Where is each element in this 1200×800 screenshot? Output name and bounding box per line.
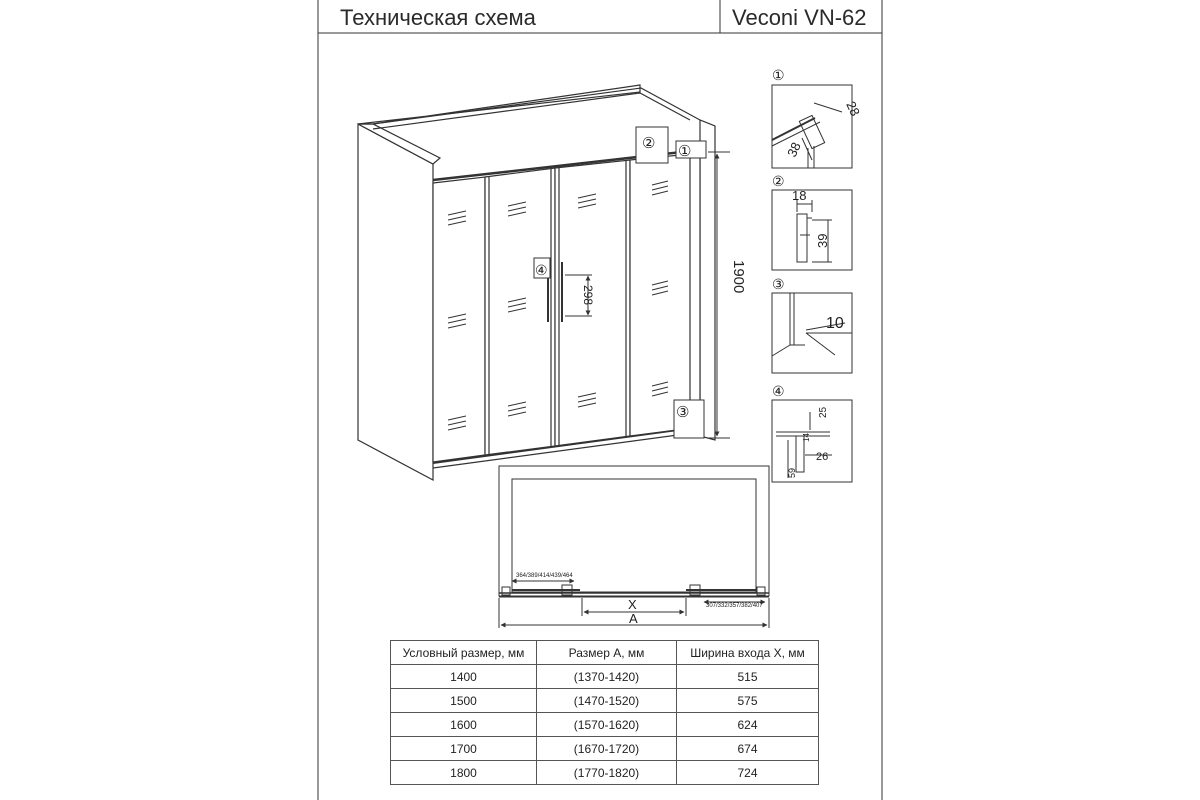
entry-width-label: X xyxy=(628,597,637,612)
glass-panels xyxy=(433,153,700,462)
table-cell: (1370-1420) xyxy=(537,665,677,689)
table-row xyxy=(391,665,819,689)
detail-2-dim-39: 39 xyxy=(815,233,830,248)
table-cell: 1600 xyxy=(391,713,537,737)
enclosure-3d-view xyxy=(358,85,730,480)
table-row xyxy=(391,689,819,713)
detail-4-dim-59: 59 xyxy=(787,467,797,478)
table-cell: (1470-1520) xyxy=(537,689,677,713)
handle-dimension-label: 298 xyxy=(581,285,595,306)
header-nominal-size: Условный размер, мм xyxy=(391,641,537,665)
table-cell: (1670-1720) xyxy=(537,737,677,761)
table-row xyxy=(391,761,819,785)
detail-1-marker: ① xyxy=(772,67,785,83)
table-row xyxy=(391,713,819,737)
detail-1-dim-38: 38 xyxy=(784,139,804,160)
table-cell: 1800 xyxy=(391,761,537,785)
callout-2-marker: ② xyxy=(642,135,656,152)
detail-4-dim-14: 14 xyxy=(802,433,811,442)
table-row xyxy=(391,737,819,761)
callout-3-marker: ③ xyxy=(676,404,690,421)
model-name: Veconi VN-62 xyxy=(732,5,867,30)
right-wall xyxy=(700,120,715,440)
header-entry-width: Ширина входа X, мм xyxy=(677,641,819,665)
table-cell: 1400 xyxy=(391,665,537,689)
size-table xyxy=(390,640,819,785)
table-cell: (1770-1820) xyxy=(537,761,677,785)
height-dimension-label: 1900 xyxy=(730,260,747,294)
sheet-title: Техническая схема xyxy=(340,5,536,30)
detail-3-dim-10: 10 xyxy=(826,315,844,332)
left-wall xyxy=(358,124,433,480)
table-cell: 1700 xyxy=(391,737,537,761)
table-cell: 575 xyxy=(677,689,819,713)
table-cell: 515 xyxy=(677,665,819,689)
panel-2 xyxy=(485,168,555,455)
table-cell: (1570-1620) xyxy=(537,713,677,737)
total-width-label: A xyxy=(629,611,638,626)
detail-2-marker: ② xyxy=(772,173,785,189)
table-header-row xyxy=(391,641,819,665)
left-panel-dimension-label: 364/389/414/439/464 xyxy=(516,573,573,579)
callout-1-marker: ① xyxy=(678,143,692,160)
panel-1 xyxy=(433,177,485,462)
detail-4-frame xyxy=(772,400,852,482)
detail-4-dim-26: 26 xyxy=(816,451,829,463)
back-wall xyxy=(358,85,640,124)
right-panel-dimension-label: 307/332/357/382/407 xyxy=(706,603,763,609)
detail-2-dim-18: 18 xyxy=(792,188,807,203)
detail-4-marker: ④ xyxy=(772,383,785,399)
table-cell: 624 xyxy=(677,713,819,737)
table-cell: 724 xyxy=(677,761,819,785)
detail-4-dim-25: 25 xyxy=(818,406,829,418)
detail-3-marker: ③ xyxy=(772,276,785,292)
callout-4-marker: ④ xyxy=(535,262,548,278)
header-size-a: Размер А, мм xyxy=(537,641,677,665)
table-cell: 1500 xyxy=(391,689,537,713)
detail-1-dim-28: 28 xyxy=(843,98,863,119)
table-cell: 674 xyxy=(677,737,819,761)
